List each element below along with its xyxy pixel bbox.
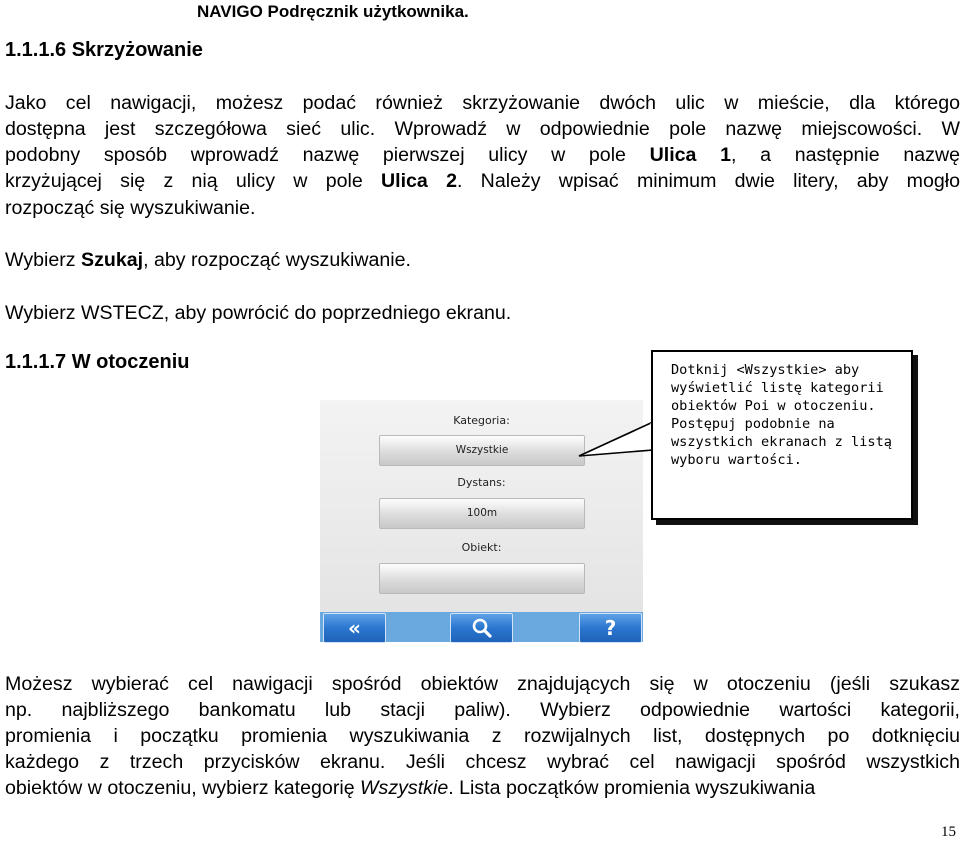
paragraph-line: Jako cel nawigacji, możesz podać również skrzyżowanie dwóch ulic w mieście, dla którego <box>5 92 960 114</box>
device-nav-bar <box>320 612 643 642</box>
field-name-ulica-1: Ulica 1 <box>649 144 732 166</box>
paragraph-line: obiektów w otoczeniu, wybierz kategorię Wszystkie. Lista początków promienia wyszukiwania <box>5 777 816 799</box>
category-all-italic: Wszystkie <box>360 777 449 799</box>
field-name-ulica-2: Ulica 2 <box>381 170 457 192</box>
back-instruction: Wybierz WSTECZ, aby powrócić do poprzedniego ekranu. <box>5 302 512 324</box>
paragraph-line: dostępna jest szczegółowa sieć ulic. Wprowadź w odpowiednie pole nazwę miejscowości. W <box>5 118 960 140</box>
search-button[interactable] <box>450 613 513 643</box>
page-number: 15 <box>941 824 956 840</box>
category-label: Kategoria: <box>453 414 510 427</box>
paragraph-line: Możesz wybierać cel nawigacji spośród obiektów znajdujących się w otoczeniu (jeśli szukasz <box>5 673 960 695</box>
paragraph-line: np. najbliższego bankomatu lub stacji paliw). Wybierz odpowiednie wartości kategorii, <box>5 699 960 721</box>
distance-select-button[interactable]: 100m <box>379 498 585 529</box>
object-select-button[interactable] <box>379 563 585 594</box>
callout-text: Dotknij <Wszystkie> aby wyświetlić listę kategorii obiektów Poi w otoczeniu. Postępuj podobnie na wszystkich ekranach z listą wyboru wartości. <box>671 362 892 468</box>
paragraph-line: promienia i początku promienia wyszukiwania z rozwijalnych list, dostępnych po dotknięciu <box>5 725 960 747</box>
paragraph-line: rozpocząć się wyszukiwanie. <box>5 197 256 219</box>
document-header: NAVIGO Podręcznik użytkownika. <box>197 2 469 21</box>
paragraph-line: podobny sposób wprowadź nazwę pierwszej ulicy w pole Ulica 1, a następnie nazwę <box>5 144 960 166</box>
category-select-button[interactable]: Wszystkie <box>379 435 585 466</box>
distance-label: Dystans: <box>457 476 506 489</box>
paragraph-line: każdego z trzech przycisków ekranu. Jeśli chcesz wybrać cel nawigacji spośród wszystkich <box>5 751 960 773</box>
object-label: Obiekt: <box>461 541 502 554</box>
szukaj-label: Szukaj <box>81 249 144 271</box>
paragraph-line: krzyżującej się z nią ulicy w pole Ulica 2. Należy wpisać minimum dwie litery, aby mogło <box>5 170 960 192</box>
magnifier-icon <box>471 617 493 639</box>
help-button[interactable]: ? <box>579 613 642 643</box>
callout-box <box>651 350 913 520</box>
search-instruction: Wybierz Szukaj, aby rozpocząć wyszukiwanie. <box>5 249 412 271</box>
section-heading-skrzyzowanie: 1.1.1.6 Skrzyżowanie <box>5 39 203 61</box>
section-heading-w-otoczeniu: 1.1.1.7 W otoczeniu <box>5 351 190 373</box>
back-button[interactable]: « <box>323 613 386 643</box>
